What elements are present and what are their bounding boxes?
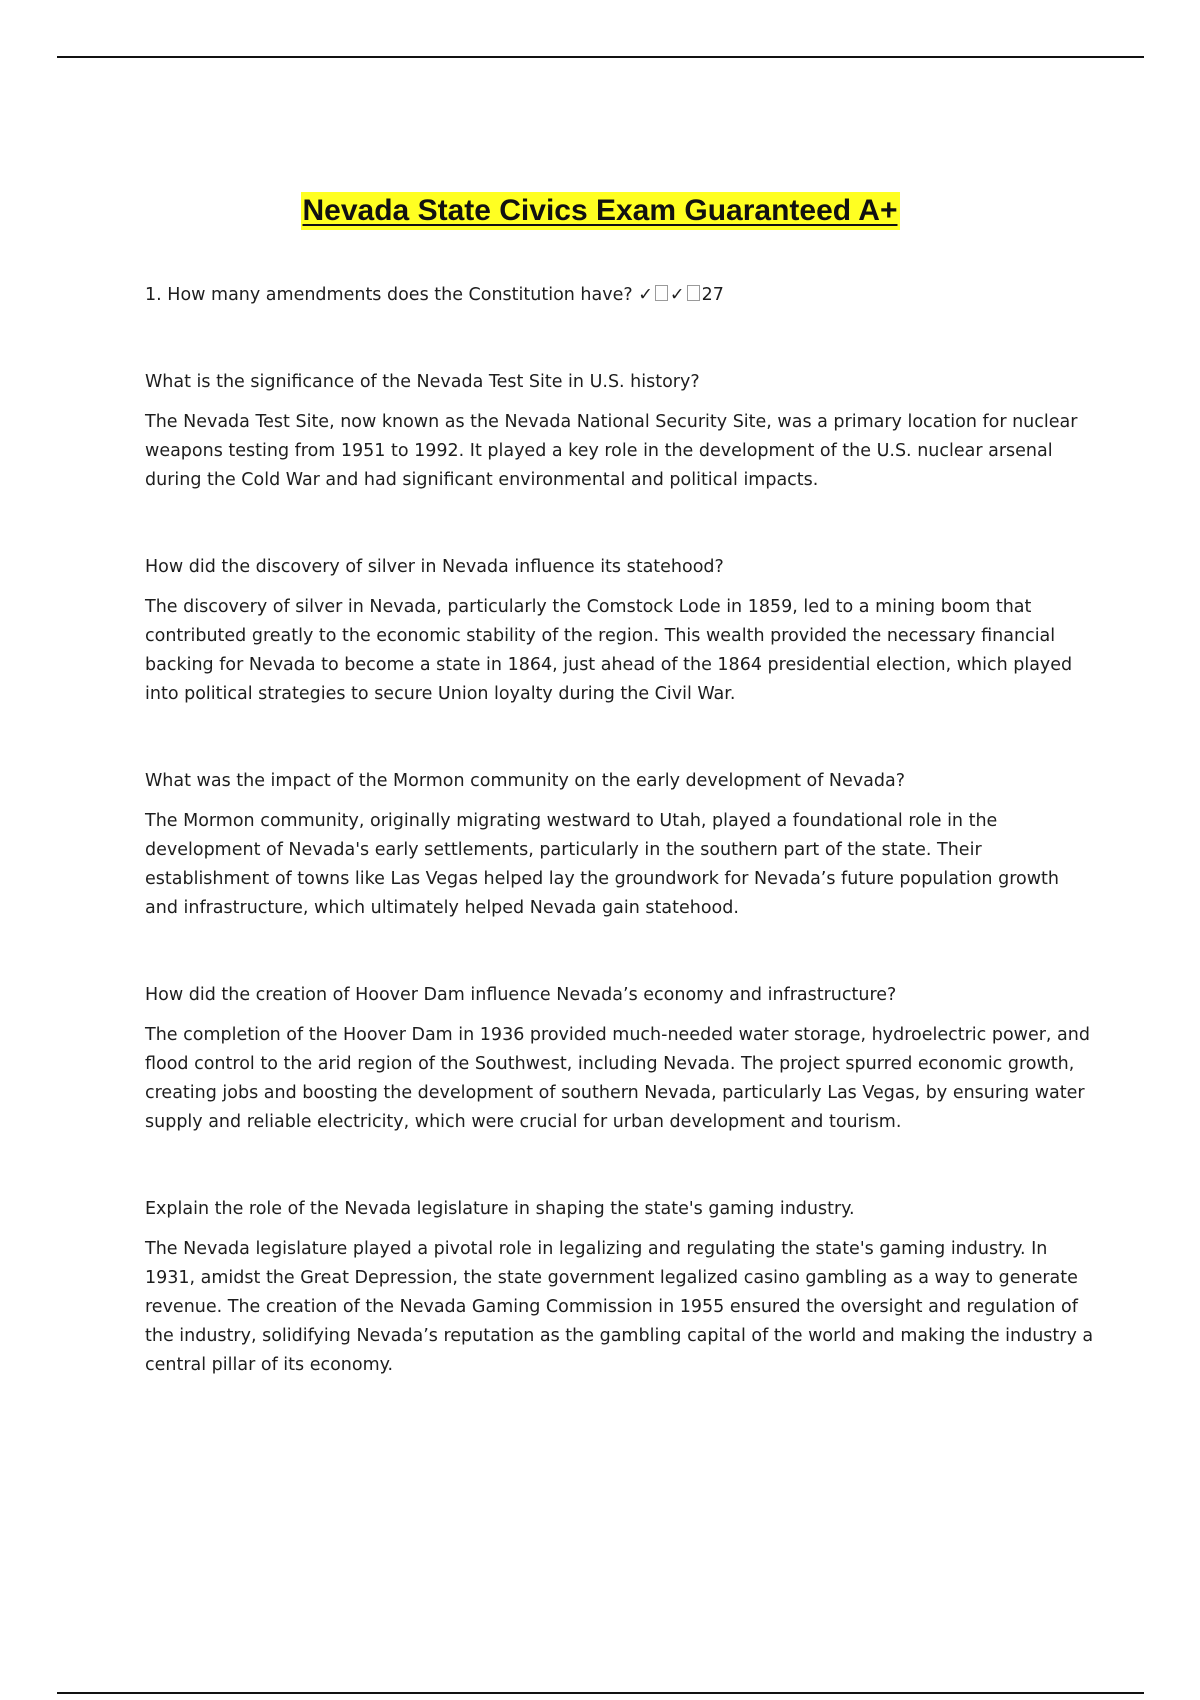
question-number: 1. [145, 285, 162, 305]
qa-item [145, 981, 1095, 1137]
check-mark-icon: ✓ [638, 285, 653, 305]
answer-text: The completion of the Hoover Dam in 1936 provided much-needed water storage, hydroelectric power, and flood control to the arid region of the Southwest, including Nevada. The project spurred economic growth, creating jobs and boosting the development of southern Nevada, particularly Las Vegas, by ensuring water supply and reliable electricity, which were crucial for urban development and tourism. [145, 1025, 1090, 1132]
answer-text: 27 [701, 285, 724, 305]
footer-rule [57, 1692, 1144, 1694]
header-rule [57, 56, 1144, 58]
question-text: What is the significance of the Nevada Test Site in U.S. history? [145, 372, 700, 392]
question-text: Explain the role of the Nevada legislature in shaping the state's gaming industry. [145, 1199, 855, 1219]
answer-text: The Nevada legislature played a pivotal role in legalizing and regulating the state's gaming industry. In 1931, amidst the Great Depression, the state government legalized casino gambling as a way to generate revenue. The creation of the Nevada Gaming Commission in 1955 ensured the oversight and regulation of the industry, solidifying Nevada’s reputation as the gambling capital of the world and making the industry a central pillar of its economy. [145, 1239, 1094, 1375]
qa-item [145, 553, 1095, 709]
qa-item [145, 368, 1095, 495]
missing-glyph-box-icon [655, 285, 668, 301]
check-mark-icon: ✓ [669, 285, 685, 305]
title-block [0, 192, 1200, 230]
answer-text: The Mormon community, originally migrating westward to Utah, played a foundational role in the development of Nevada's early settlements, particularly in the southern part of the state. Their establishment of towns like Las Vegas helped lay the groundwork for Nevada’s future population growth and infrastructure, which ultimately helped Nevada gain statehood. [145, 811, 1059, 918]
answer-text: The Nevada Test Site, now known as the Nevada National Security Site, was a primary location for nuclear weapons testing from 1951 to 1992. It played a key role in the development of the U.S. nuclear arsenal during the Cold War and had significant environmental and political impacts. [145, 412, 1078, 490]
question-text: How did the creation of Hoover Dam influence Nevada’s economy and infrastructure? [145, 985, 897, 1005]
qa-item [145, 767, 1095, 923]
missing-glyph-box-icon [687, 285, 700, 301]
question-1 [145, 280, 1095, 310]
answer-text: The discovery of silver in Nevada, particularly the Comstock Lode in 1859, led to a mining boom that contributed greatly to the economic stability of the region. This wealth provided the necessary financial backing for Nevada to become a state in 1864, just ahead of the 1864 presidential election, which played into political strategies to secure Union loyalty during the Civil War. [145, 597, 1073, 704]
question-text: What was the impact of the Mormon community on the early development of Nevada? [145, 771, 905, 791]
question-text: How did the discovery of silver in Nevada influence its statehood? [145, 557, 724, 577]
document-title: Nevada State Civics Exam Guaranteed A+ [301, 192, 900, 230]
document-body [145, 280, 1095, 1438]
qa-item [145, 1195, 1095, 1380]
question-text: How many amendments does the Constitution have? [167, 285, 633, 305]
